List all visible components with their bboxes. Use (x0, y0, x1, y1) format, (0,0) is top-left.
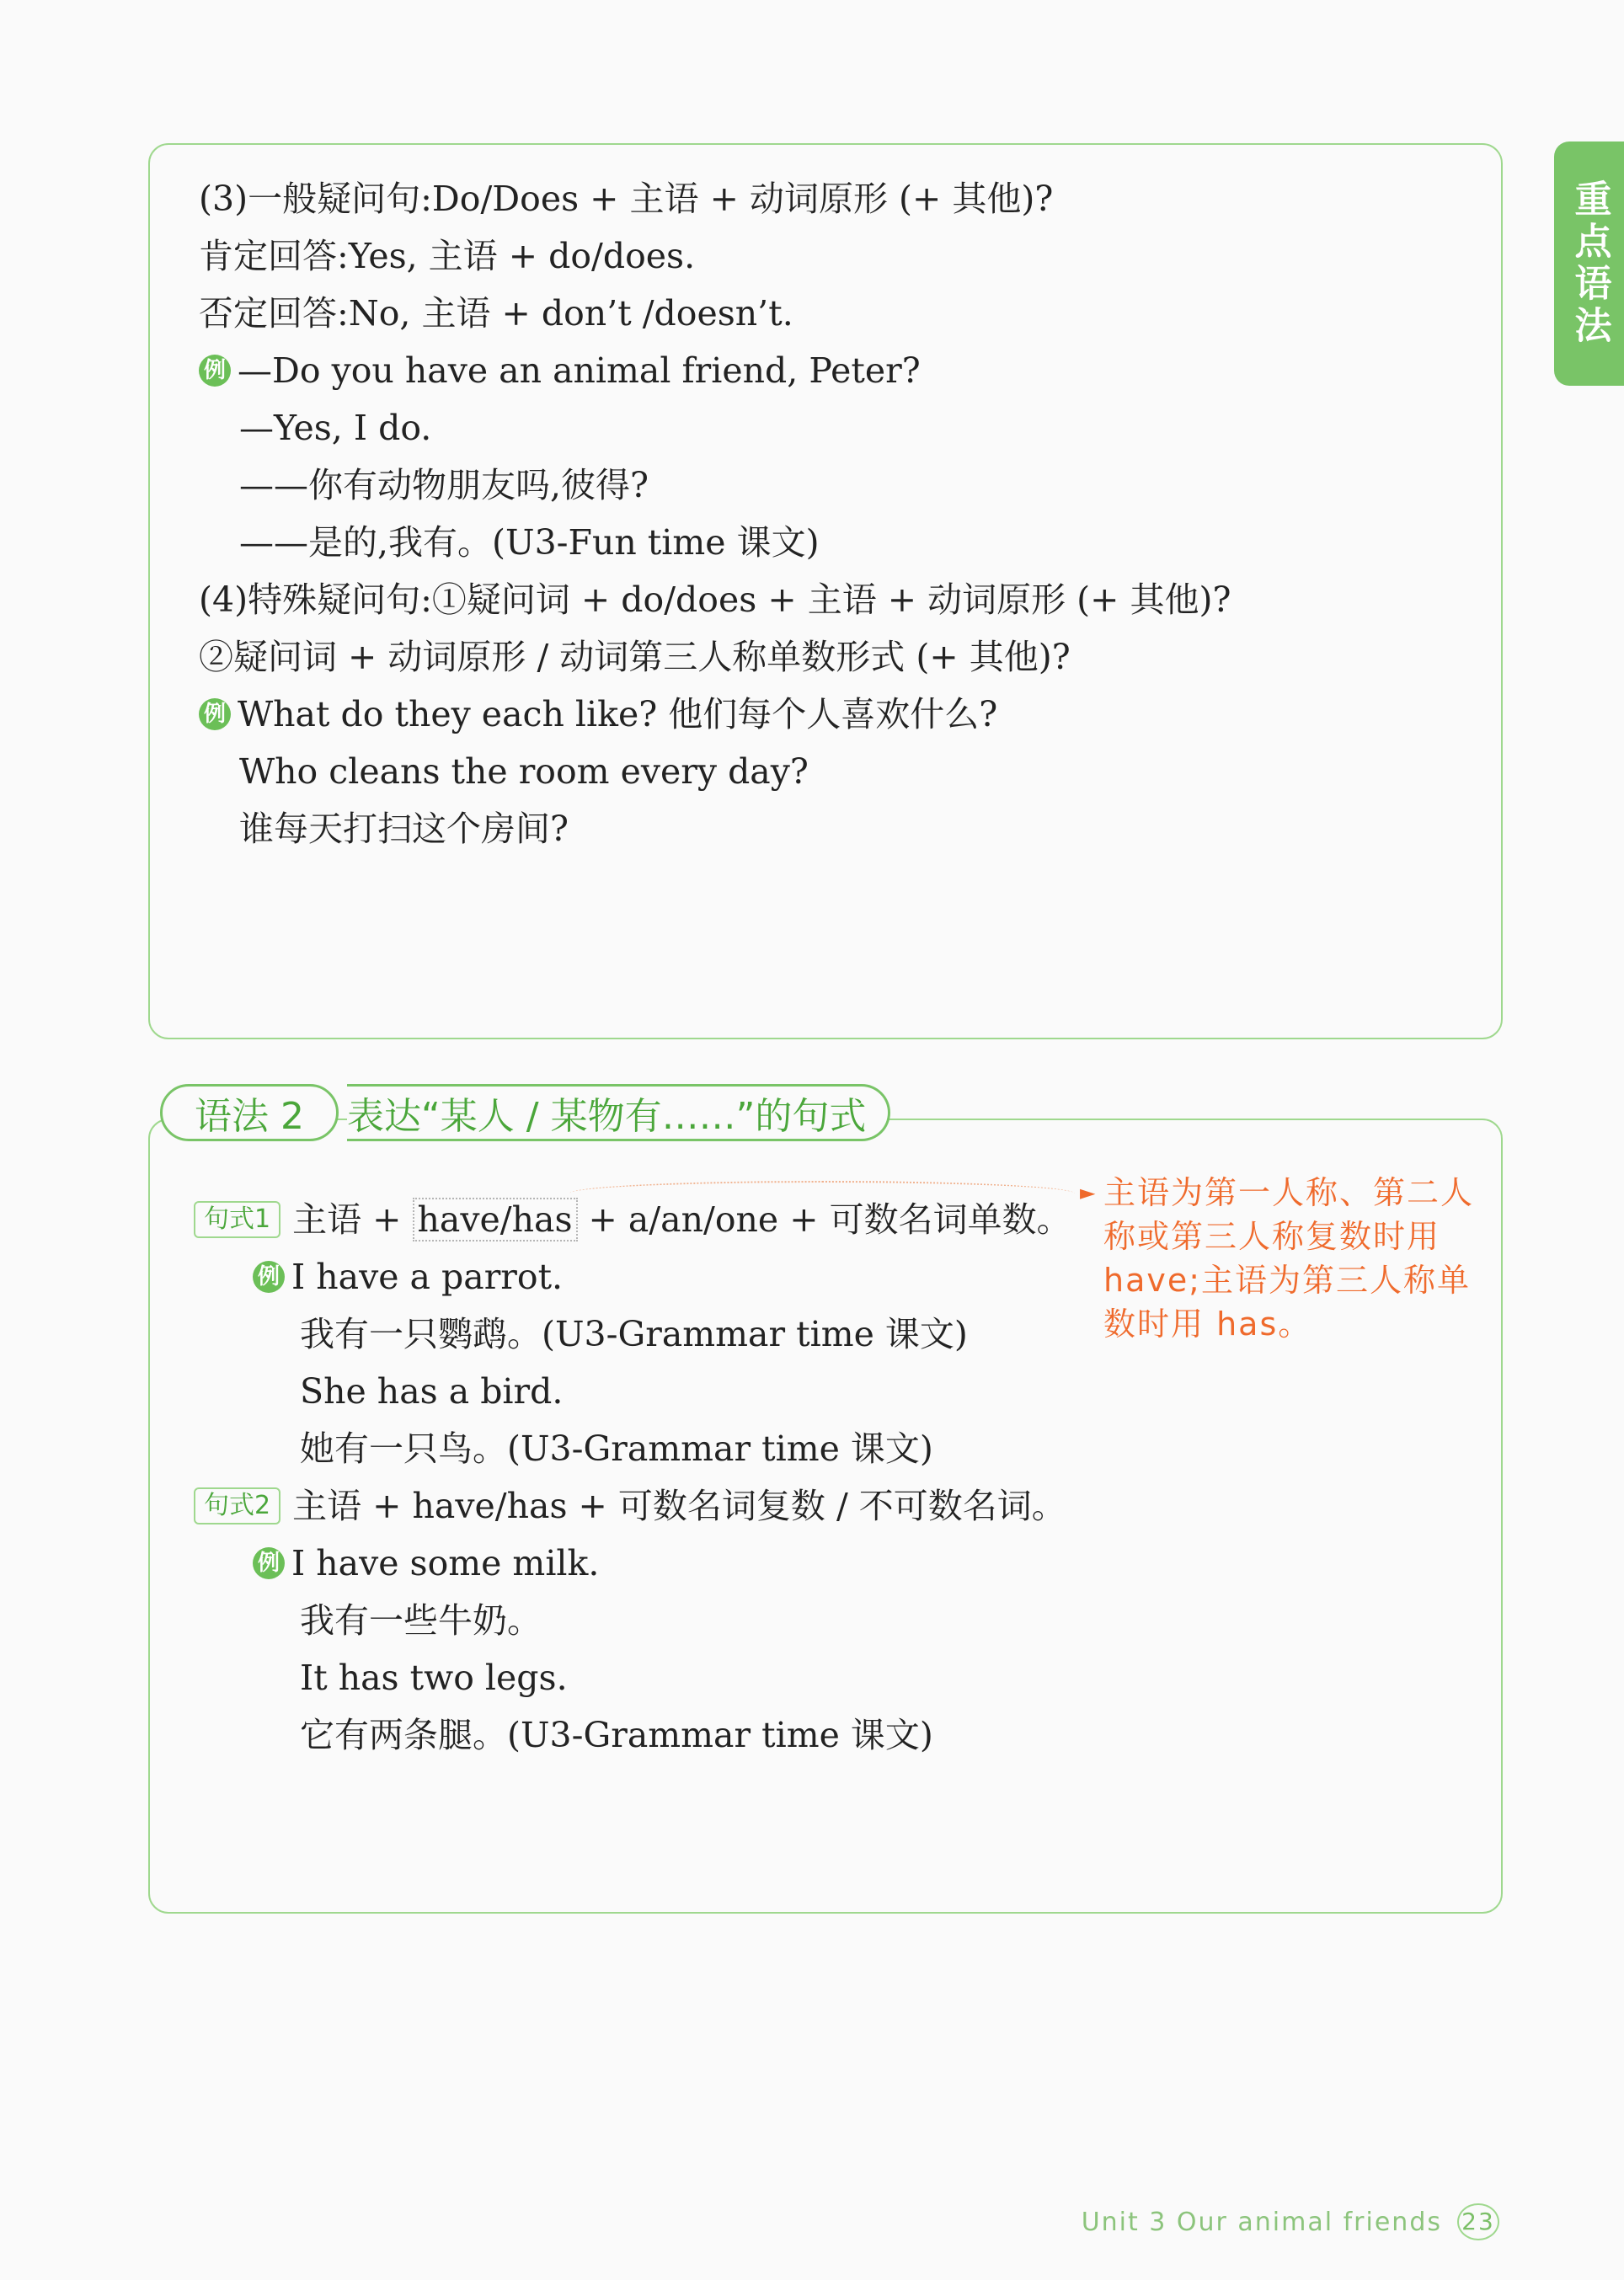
example-icon: 例 (253, 1261, 285, 1293)
example-text: —Do you have an animal friend, Peter? (238, 350, 921, 391)
pattern-1-text-b: + a/an/one + 可数名词单数。 (577, 1199, 1071, 1240)
page-footer (1082, 2203, 1499, 2240)
example-line (199, 689, 997, 740)
side-tab-label: 重点语法 (1568, 179, 1611, 348)
pattern-1-text-a: 主语 + (292, 1199, 413, 1240)
q3-title: (3)一般疑问句:Do/Does + 主语 + 动词原形 (+ 其他)? (199, 179, 1054, 219)
example-translation: 她有一只鸟。(U3-Grammar time 课文) (300, 1428, 933, 1469)
negative-answer: 否定回答:No, 主语 + don’t /doesn’t. (199, 293, 793, 334)
side-tab (1554, 141, 1624, 386)
pattern-2 (194, 1481, 1066, 1531)
example-text: It has two legs. (300, 1658, 568, 1698)
example-translation: ——是的,我有。(U3-Fun time 课文) (239, 522, 820, 563)
example-icon: 例 (253, 1547, 285, 1579)
example-translation: 谁每天打扫这个房间? (239, 809, 569, 849)
example-text: Who cleans the room every day? (239, 751, 809, 792)
q4-title: (4)特殊疑问句:①疑问词 + do/does + 主语 + 动词原形 (+ 其他)? (199, 579, 1231, 620)
example-text: She has a bird. (300, 1371, 564, 1412)
example-translation: 它有两条腿。(U3-Grammar time 课文) (300, 1715, 933, 1755)
pattern-1-verb: have/has (413, 1198, 578, 1241)
example-translation: 我有一些牛奶。 (300, 1600, 542, 1641)
example-icon: 例 (199, 698, 231, 730)
example-translation: 我有一只鹦鹉。(U3-Grammar time 课文) (300, 1314, 968, 1354)
example-text: I have a parrot. (291, 1257, 564, 1297)
example-line (253, 1538, 599, 1589)
grammar-2-label: 语法 2 (160, 1084, 339, 1141)
grammar-2-title: 表达“某人 / 某物有……”的句式 (347, 1084, 890, 1141)
page-number: 23 (1457, 2203, 1499, 2240)
q4-pattern-2: ②疑问词 + 动词原形 / 动词第三人称单数形式 (+ 其他)? (199, 637, 1071, 677)
pattern-1 (194, 1194, 1071, 1245)
unit-label: Unit 3 Our animal friends (1081, 2207, 1442, 2237)
example-text: —Yes, I do. (239, 408, 432, 448)
example-text: I have some milk. (291, 1543, 600, 1583)
pattern-1-tag: 句式1 (194, 1201, 280, 1238)
example-line (253, 1252, 563, 1302)
example-text: What do they each like? 他们每个人喜欢什么? (238, 694, 998, 734)
example-icon: 例 (199, 355, 231, 387)
example-translation: ——你有动物朋友吗,彼得? (239, 465, 649, 505)
pattern-2-tag: 句式2 (194, 1487, 280, 1524)
example-line (199, 345, 921, 396)
grammar-2-header (160, 1083, 890, 1142)
arrow-icon: ► (1080, 1181, 1096, 1204)
pattern-2-text: 主语 + have/has + 可数名词复数 / 不可数名词。 (292, 1486, 1066, 1526)
side-note: 主语为第一人称、第二人称或第三人称复数时用 have;主语为第三人称单数时用 has。 (1103, 1174, 1475, 1343)
positive-answer: 肯定回答:Yes, 主语 + do/does. (199, 236, 696, 276)
